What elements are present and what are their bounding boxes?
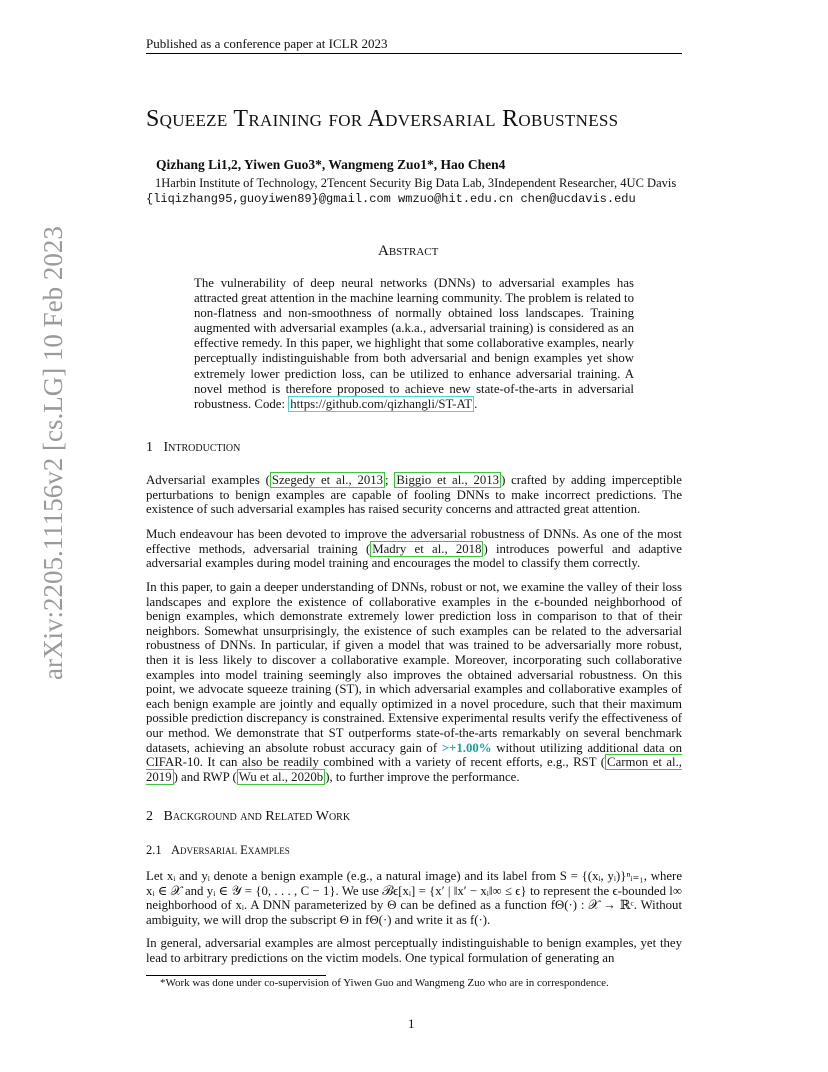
accuracy-gain: >+1.00%	[441, 740, 492, 755]
footnote: *Work was done under co-supervision of Yiwen Guo and Wangmeng Zuo who are in correspondence.	[160, 977, 609, 989]
subsection-adversarial-heading	[146, 843, 290, 858]
section-background-heading	[146, 809, 350, 825]
text: without utilizing additional data on CIFAR-10. It can also be readily combined with a variety of recent efforts, e.g., RST (	[146, 740, 682, 770]
section-title: Introduction	[163, 440, 241, 455]
abstract-heading: Abstract	[378, 243, 439, 259]
author-list: Qizhang Li1,2, Yiwen Guo3*, Wangmeng Zuo1*, Hao Chen4	[156, 157, 506, 172]
abstract-text: The vulnerability of deep neural networks (DNNs) to adversarial examples has attracted great attention in the machine learning community. The problem is related to non-flatness and non-smoothness of normally obtained loss landscapes. Training augmented with adversarial examples (a.k.a., adversarial training) is considered as an effective remedy. In this paper, we highlight that some collaborative examples, nearly perceptually indistinguishable from both adversarial and benign examples yet show extremely lower prediction loss, can be utilized to enhance adversarial training. A novel method is therefore proposed to achieve new state-of-the-arts in adversarial robustness. Code:	[194, 276, 634, 411]
citation-link[interactable]: Carmon et al., 2019	[146, 755, 682, 784]
affiliations: 1Harbin Institute of Technology, 2Tencent Security Big Data Lab, 3Independent Researcher, 4UC Davis	[155, 176, 677, 190]
subsection-title: Adversarial Examples	[171, 843, 290, 857]
citation-link[interactable]: Madry et al., 2018	[372, 541, 482, 556]
section-title: Background and Related Work	[163, 809, 351, 824]
text: ;	[385, 473, 395, 487]
intro-paragraph-3	[146, 580, 682, 784]
citation-link[interactable]: Szegedy et al., 2013	[271, 473, 384, 487]
author-emails: {liqizhang95,guoyiwen89}@gmail.com wmzuo@hit.edu.cn chen@ucdavis.edu	[146, 192, 636, 206]
text: In this paper, to gain a deeper understanding of DNNs, robust or not, we examine the valley of their loss landscapes and explore the existence of collaborative examples in the ϵ-bounded neighborhood of benign examples, which demonstrate extremely lower prediction loss in comparison to that of their neighbors. Somewhat unsurprisingly, the existence of such examples can be related to the adversarial robustness of DNNs. In particular, if given a model that was trained to be adversarially more robust, then it is less likely to discover a collaborative example. Moreover, incorporating such collaborative examples into model training seemingly also improves the obtained adversarial robustness. On this point, we advocate squeeze training (ST), in which adversarial examples and collaborative examples of each benign example are jointly and equally optimized in a novel procedure, such that their maximum possible prediction discrepancy is constrained. Extensive experimental results verify the effectiveness of our method. We demonstrate that ST outperforms state-of-the-arts remarkably on several benchmark datasets, achieving an absolute robust accuracy gain of	[146, 580, 682, 755]
section-introduction-heading	[146, 440, 240, 456]
abstract-end: .	[474, 396, 478, 411]
abstract-body	[194, 276, 634, 412]
section-number: 1	[146, 440, 153, 455]
citation-link[interactable]: Wu et al., 2020b	[238, 769, 324, 784]
intro-paragraph-2	[146, 527, 682, 571]
page-number: 1	[408, 1016, 415, 1031]
adversarial-paragraph-1: Let xᵢ and yᵢ denote a benign example (e.g., a natural image) and its label from S = {(xᵢ, yᵢ)}ⁿᵢ₌₁, where xᵢ ∈ 𝒳 and yᵢ ∈ 𝒴 = {0, . . . , C − 1}. We use ℬϵ[xᵢ] = {x′ | ‖x′ − xᵢ‖∞ ≤ ϵ} to represent the ϵ-bounded l∞ neighborhood of xᵢ. A DNN parameterized by Θ can be defined as a function fΘ(·) : 𝒳 → ℝᶜ. Without ambiguity, we will drop the subscript Θ in fΘ(·) and write it as f(·).	[146, 869, 682, 927]
code-link[interactable]: https://github.com/qizhangli/ST-AT	[290, 396, 473, 411]
section-number: 2	[146, 809, 153, 824]
text: ), to further improve the performance.	[325, 769, 520, 784]
text: ) crafted by adding imperceptible perturbations to benign examples are capable of fooling DNNs to make incorrect predictions. The existence of such adversarial examples has raised security concerns and attracted great attention.	[146, 473, 682, 517]
intro-paragraph-1	[146, 473, 682, 517]
subsection-number: 2.1	[146, 843, 162, 857]
paper-title: Squeeze Training for Adversarial Robustness	[146, 106, 619, 132]
text: Adversarial examples (	[146, 473, 270, 487]
text: ) introduces powerful and adaptive adversarial examples during model training and encourages the model to classify them correctly.	[146, 541, 682, 571]
arxiv-identifier: arXiv:2205.11156v2 [cs.LG] 10 Feb 2023	[38, 226, 68, 680]
citation-link[interactable]: Biggio et al., 2013	[396, 473, 500, 487]
header-rule	[146, 53, 682, 54]
adversarial-paragraph-2: In general, adversarial examples are almost perceptually indistinguishable to benign examples, yet they lead to arbitrary predictions on the victim models. One typical formulation of generating an	[146, 936, 682, 965]
footnote-rule	[146, 975, 326, 976]
text: ) and RWP (	[173, 769, 237, 784]
running-header: Published as a conference paper at ICLR 2023	[146, 36, 388, 51]
text: Much endeavour has been devoted to improve the adversarial robustness of DNNs. As one of the most effective methods, adversarial training (	[146, 527, 682, 556]
